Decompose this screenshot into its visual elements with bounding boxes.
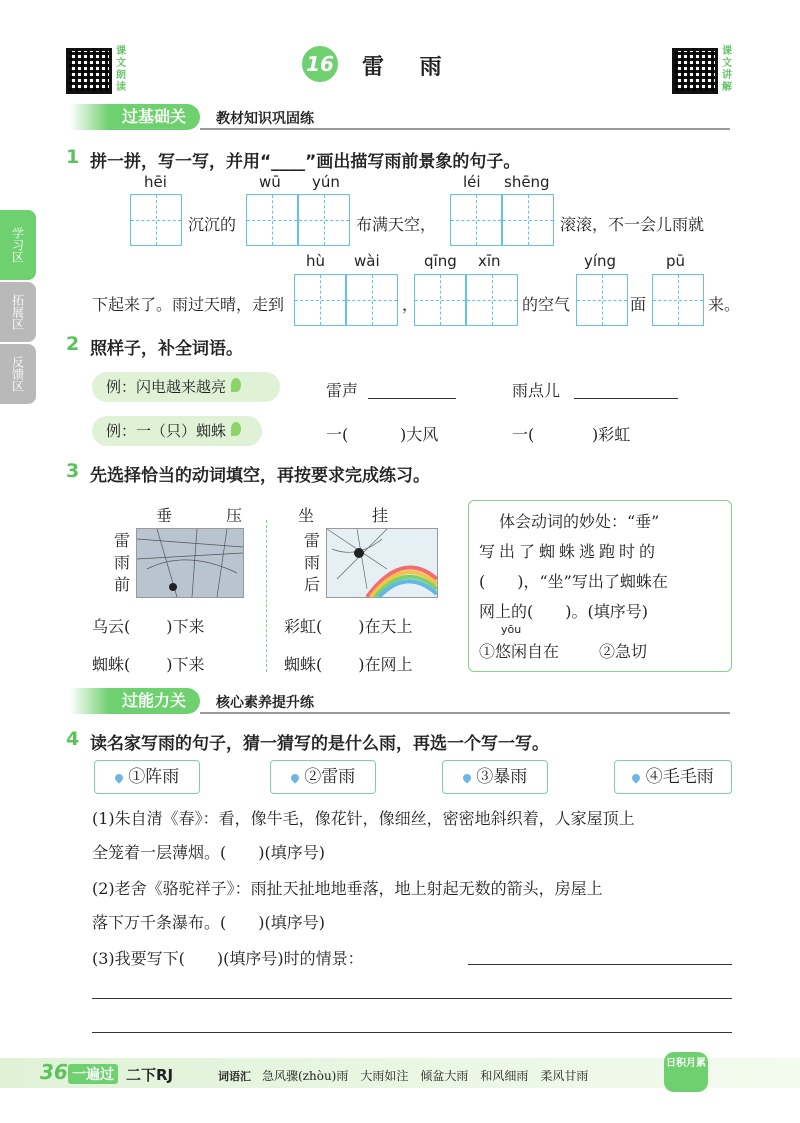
qr-label-left: 课文朗读: [116, 46, 126, 93]
writing-box[interactable]: [466, 274, 518, 326]
fill-end: )在网上: [358, 655, 413, 674]
fill-start: 乌云(: [92, 617, 131, 636]
writing-box[interactable]: [346, 274, 398, 326]
leaf-icon: [231, 378, 241, 392]
q2-number: 2: [66, 333, 80, 355]
qr-code-left[interactable]: [66, 48, 112, 94]
q4-prompt: 读名家写雨的句子，猜一猜写的是什么雨，再选一个写一写。: [90, 734, 549, 754]
writing-box[interactable]: [294, 274, 346, 326]
answer-line[interactable]: [368, 398, 456, 399]
section-divider: [200, 128, 730, 130]
writing-box[interactable]: [130, 194, 182, 246]
side-tab-feedback[interactable]: 反馈区: [0, 344, 36, 404]
brand-logo: 一遍过: [68, 1064, 118, 1084]
pinyin: yún: [312, 173, 340, 191]
pinyin: yíng: [584, 252, 617, 270]
q2-prompt: 照样子，补全词语。: [90, 339, 243, 359]
daily-logo: 日积月累: [664, 1052, 708, 1092]
q4-sentence: (3)我要写下( )(填序号)时的情景：: [92, 949, 364, 968]
writing-box[interactable]: [246, 194, 298, 246]
qr-label-right: 课文讲解: [722, 46, 732, 93]
writing-box[interactable]: [298, 194, 350, 246]
q4-sentence: 落下万千条瀑布。( )(填序号): [92, 913, 325, 932]
fill-end: )下来: [166, 617, 205, 636]
qr-code-right[interactable]: [672, 48, 718, 94]
panel-line: ( )，“坐”写出了蜘蛛在: [479, 572, 668, 591]
pinyin: shēng: [504, 173, 550, 191]
pinyin: hù: [306, 252, 326, 270]
q1-number: 1: [66, 146, 80, 168]
fill-start: 彩虹(: [284, 617, 323, 636]
pic-label-before: 雷雨前: [114, 531, 131, 594]
rain-option[interactable]: [442, 760, 548, 794]
fill-blank: [284, 614, 413, 637]
side-tab-extend[interactable]: 拓展区: [0, 282, 36, 342]
pinyin: wài: [354, 252, 380, 270]
example-pill: [92, 416, 262, 446]
rain-option[interactable]: [614, 760, 732, 794]
q4-sentence: 全笼着一层薄烟。( )(填序号): [92, 843, 325, 862]
q4-sentence: (1)朱自清《春》：看，像牛毛，像花针，像细丝，密密地斜织着，人家屋顶上: [92, 809, 635, 828]
writing-box[interactable]: [414, 274, 466, 326]
panel-line: 写出了蜘蛛逃跑时的: [479, 542, 660, 561]
raindrop-icon: [631, 772, 642, 783]
lesson-title: 雷 雨: [362, 55, 456, 80]
rain-option[interactable]: [270, 760, 376, 794]
vocab-list: 急风骤(zhòu)雨 大雨如注 倾盆大雨 和风细雨 柔风甘雨: [262, 1069, 589, 1083]
verb-option: 垂: [156, 506, 173, 525]
writing-box[interactable]: [576, 274, 628, 326]
panel-line: 网上的( )。(填序号): [479, 602, 648, 621]
section-subtitle-basic: 教材知识巩固练: [216, 111, 314, 127]
section-banner-basic: 过基础关: [70, 104, 200, 130]
fill-end: )在天上: [358, 617, 413, 636]
section-divider: [200, 712, 730, 714]
q2-item: 雷声: [326, 381, 359, 400]
q1-text: 滚滚，不一会儿雨就: [560, 215, 705, 234]
answer-line[interactable]: [468, 964, 732, 965]
rain-option-label: ①阵雨: [128, 767, 180, 787]
panel-line: 体会动词的妙处：“垂”: [499, 512, 660, 531]
answer-line[interactable]: [92, 998, 732, 999]
fill-end: )下来: [166, 655, 205, 674]
pinyin: qīng: [424, 252, 457, 270]
q2-item: 雨点儿: [512, 381, 561, 400]
q1-text: 沉沉的: [188, 215, 237, 234]
pinyin: hēi: [144, 173, 167, 191]
q4-number: 4: [66, 728, 80, 750]
answer-line[interactable]: [574, 398, 678, 399]
writing-box[interactable]: [450, 194, 502, 246]
verb-option: 压: [226, 506, 243, 525]
verb-option: 挂: [372, 506, 389, 525]
fill-blank: [92, 614, 205, 637]
spider-web-image: [136, 528, 244, 598]
pinyin: pū: [666, 252, 686, 270]
fill-blank: [284, 652, 413, 675]
q2-item: 一(: [512, 425, 535, 444]
example-text: 例：闪电越来越亮: [106, 378, 227, 396]
q2-item: )大风: [400, 425, 439, 444]
answer-line[interactable]: [92, 1032, 732, 1033]
q3-prompt: 先选择恰当的动词填空，再按要求完成练习。: [90, 466, 430, 486]
rain-option-label: ④毛毛雨: [645, 767, 714, 787]
spider-icon: [169, 583, 177, 591]
q1-text: 布满天空，: [356, 215, 437, 234]
q1-text: 下起来了。雨过天晴，走到: [92, 295, 285, 314]
pinyin: wū: [259, 173, 281, 191]
page-number: 36: [40, 1060, 68, 1084]
lesson-number-badge: 16: [302, 46, 338, 82]
rain-option-label: ②雷雨: [304, 767, 356, 787]
q1-text: 面: [630, 295, 647, 314]
panel-option: ②急切: [599, 642, 648, 661]
q1-text: 的空气: [522, 295, 571, 314]
q2-item: 一(: [326, 425, 349, 444]
q1-text: ，: [402, 295, 419, 314]
dashed-divider: [266, 520, 267, 672]
pic-label-after: 雷雨后: [304, 531, 321, 594]
grade-label: 二下RJ: [126, 1066, 174, 1084]
q4-sentence: (2)老舍《骆驼祥子》：雨扯天扯地地垂落，地上射起无数的箭头，房屋上: [92, 879, 603, 898]
raindrop-icon: [289, 772, 300, 783]
rain-option[interactable]: [94, 760, 200, 794]
rain-option-label: ③暴雨: [476, 767, 528, 787]
raindrop-icon: [461, 772, 472, 783]
writing-box[interactable]: [502, 194, 554, 246]
spider-icon: [354, 548, 364, 558]
fill-start: 蜘蛛(: [284, 655, 323, 674]
side-tab-study[interactable]: 学习区: [0, 210, 36, 280]
example-pill: [92, 372, 280, 402]
verb-option: 坐: [298, 506, 315, 525]
q2-item: )彩虹: [592, 425, 631, 444]
vocab-label: 词语汇: [218, 1070, 251, 1083]
fill-blank: [92, 652, 205, 675]
panel-pinyin: yōu: [501, 623, 522, 636]
spider-web-drawing: [137, 529, 243, 597]
example-text: 例：一（只）蜘蛛: [106, 422, 227, 440]
q3-number: 3: [66, 460, 80, 482]
panel-option: ①悠闲自在: [479, 642, 560, 661]
q1-text: 来。: [708, 295, 741, 314]
q1-prompt: 拼一拼，写一写，并用“____”画出描写雨前景象的句子。: [90, 152, 521, 172]
pinyin: léi: [463, 173, 481, 191]
rainbow-image: [326, 528, 438, 598]
raindrop-icon: [113, 772, 124, 783]
writing-box[interactable]: [652, 274, 704, 326]
section-banner-ability: 过能力关: [70, 688, 200, 714]
fill-start: 蜘蛛(: [92, 655, 131, 674]
rainbow-drawing: [327, 529, 437, 597]
section-subtitle-ability: 核心素养提升练: [216, 695, 314, 711]
pinyin: xīn: [478, 252, 501, 270]
leaf-icon: [231, 422, 241, 436]
verb-analysis-panel: [468, 500, 732, 672]
